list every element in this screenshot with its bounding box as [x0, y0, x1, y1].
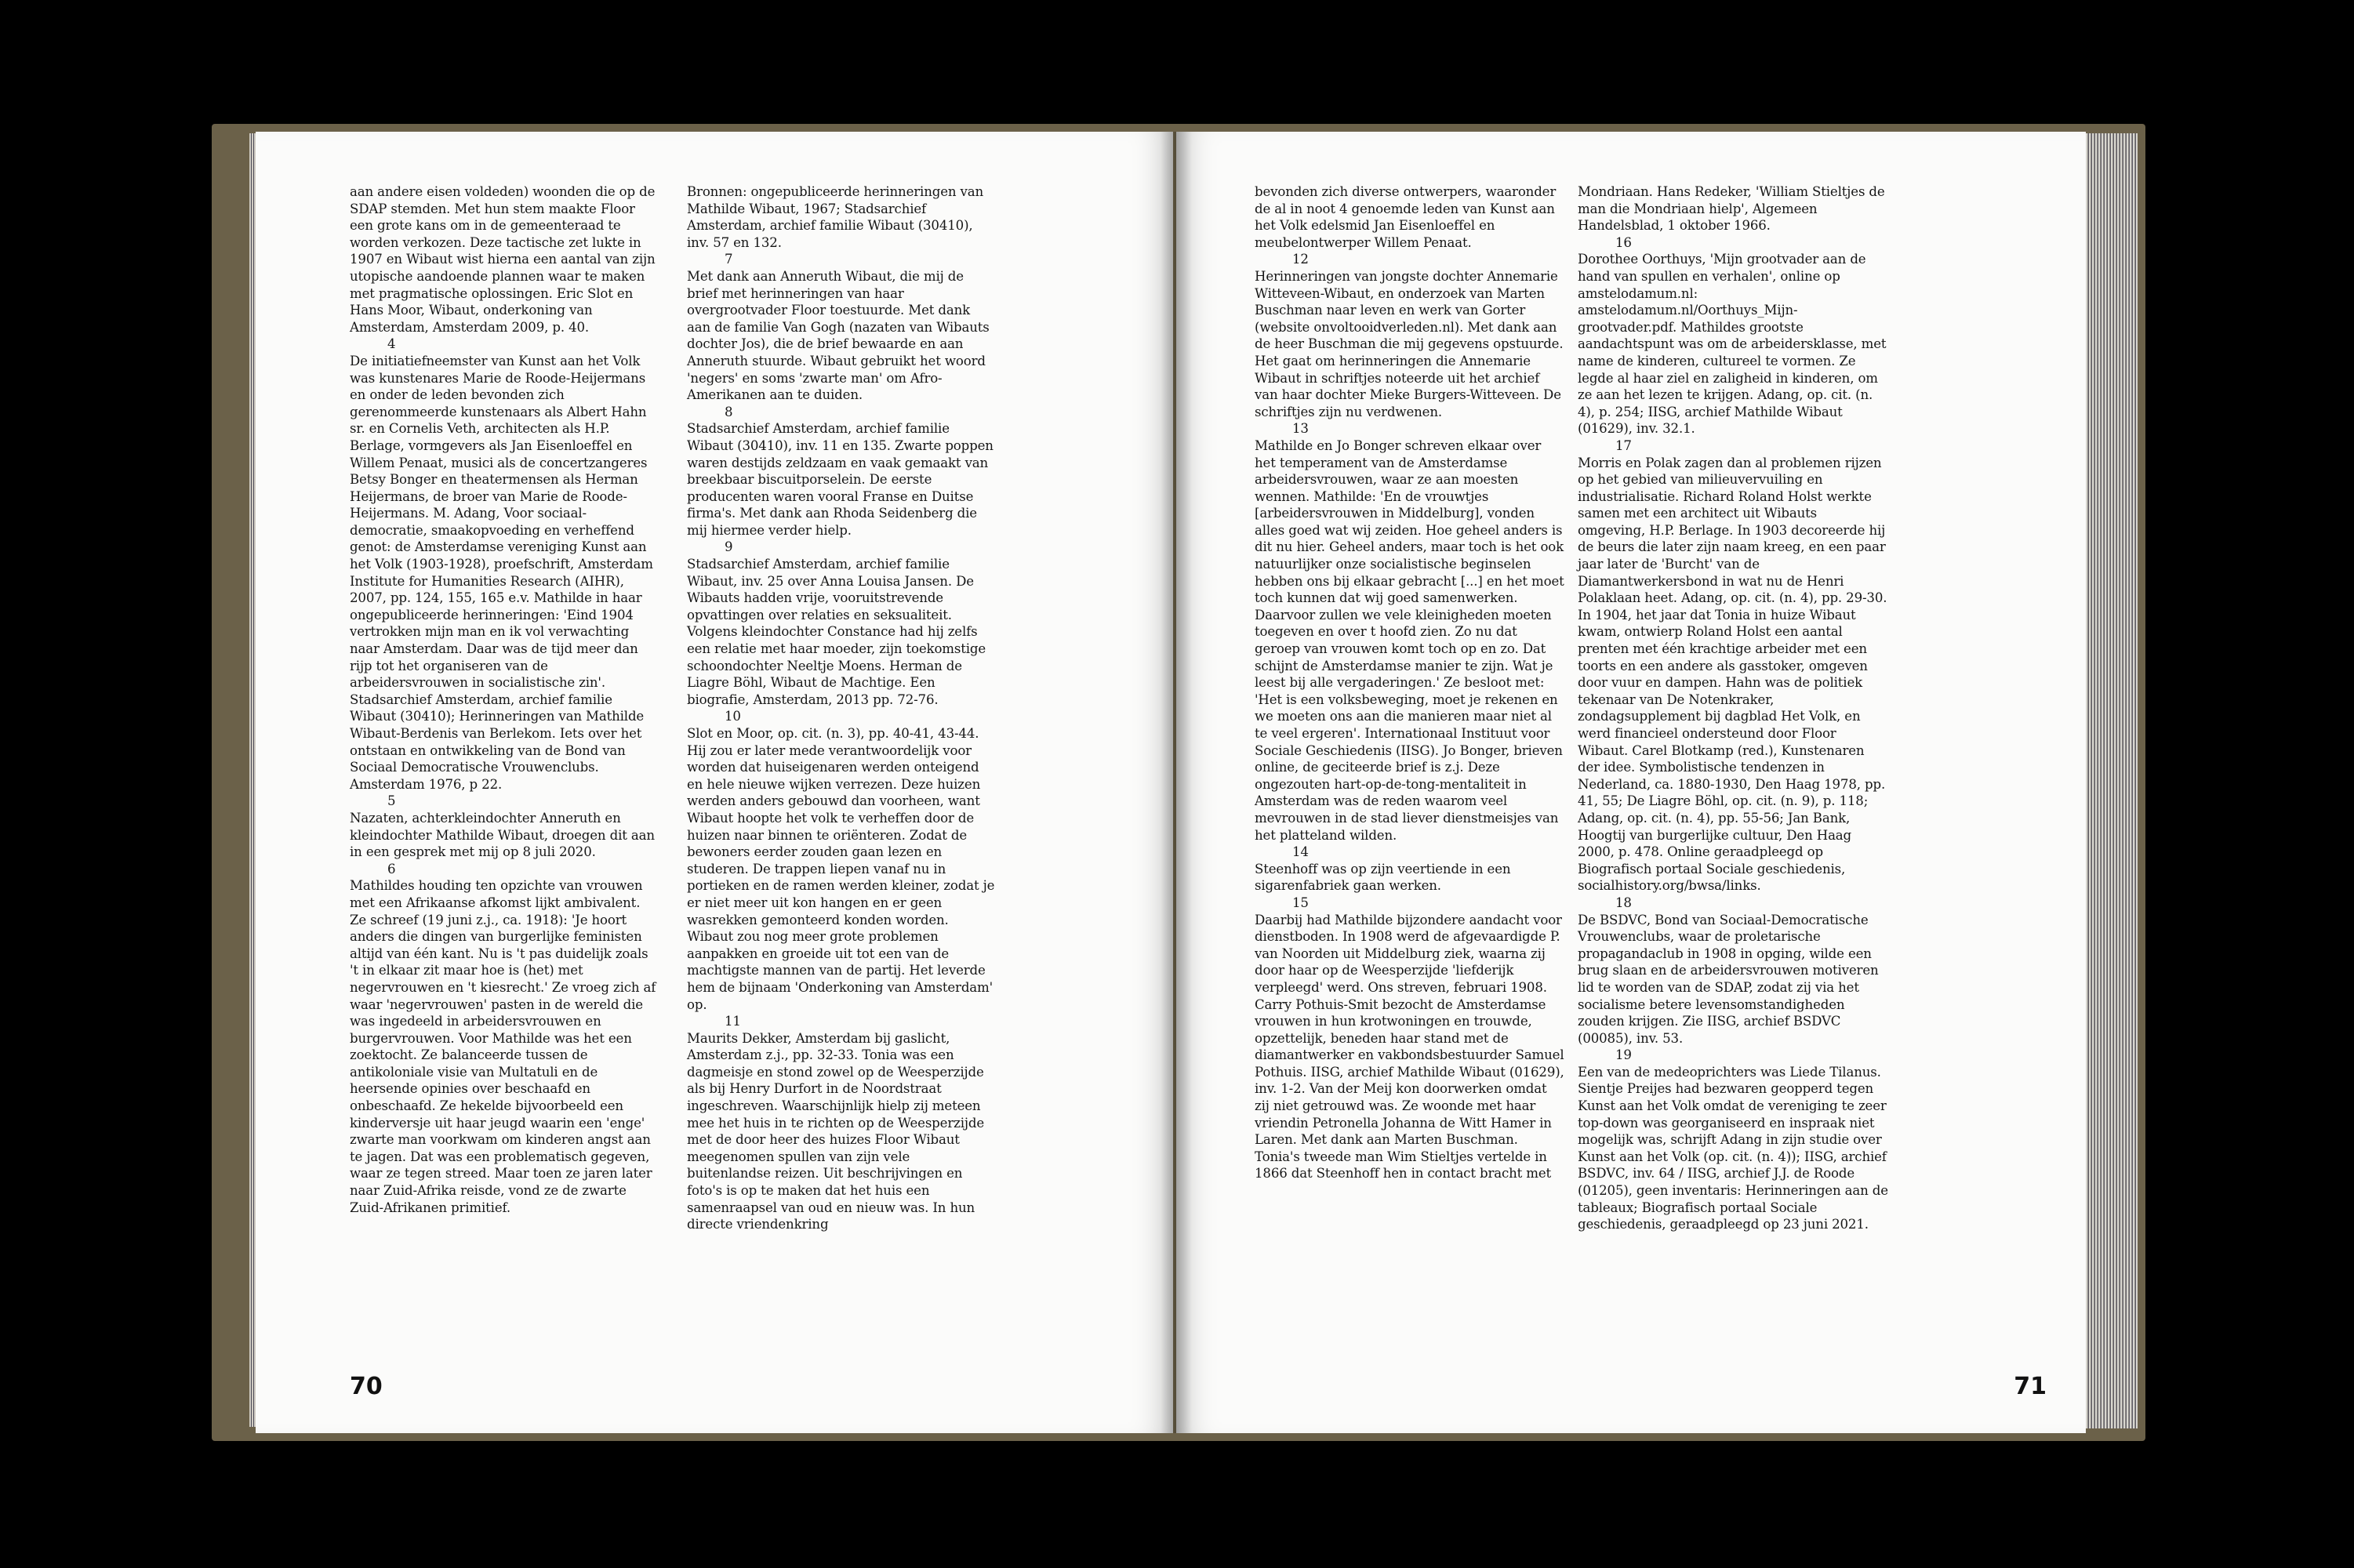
footnote-text: Mathilde en Jo Bonger schreven elkaar over het temperament van de Amsterdamse arbeidersvrouwen, waar ze aan moesten wennen. Mathilde: 'En de vrouwtjes [arbeidersvrouwen in Middelburg], vonden alles goed wat wij zeiden. Hoe geheel anders is dit nu hier. Geheel anders, maar toch is het ook natuurlijker onze socialistische beginselen hebben ons bij elkaar gebracht [...] en het moet toch kunnen dat wij goed samenwerken. Daarvoor zullen we vele kleinigheden moeten toegeven en over t hoofd zien. Zo nu dat geroep van vrouwen komt toch op en zo. Dat schijnt de Amsterdamse manier te zijn. Wat je leest bij alle vergaderingen.' Ze besloot met: 'Het is een volksbeweging, moet je rekenen en we moeten ons aan die manieren maar niet al te veel ergeren'. Internationaal Instituut voor Sociale Geschiedenis (IISG). Jo Bonger, brieven online, de geciteerde brief is z.j. Deze ongezouten hart-op-de-tong-mentaliteit in Amsterdam was de reden waarom veel mevrouwen in de stad liever dienstmeisjes van het platteland wilden.	[1255, 437, 1564, 843]
right-page-column-2	[1578, 183, 1888, 1233]
footnote-text: bevonden zich diverse ontwerpers, waaronder de al in noot 4 genoemde leden van Kunst aan het Volk edelsmid Jan Eisenloeffel en meubelontwerper Willem Penaat.	[1255, 184, 1557, 250]
footnote-text: De BSDVC, Bond van Sociaal-Democratische Vrouwenclubs, waar de proletarische propagandaclub in 1908 in opging, wilde een brug slaan en de arbeidersvrouwen motiveren lid te worden van de SDAP, zodat zij via het socialisme betere levensomstandigheden zouden krijgen. Zie IISG, archief BSDVC (00085), inv. 53.	[1578, 912, 1879, 1046]
book-gutter	[1161, 132, 1192, 1433]
footnote-text: Stadsarchief Amsterdam, archief familie Wibaut, inv. 25 over Anna Louisa Jansen. De Wibauts hadden vrije, vooruitstrevende opvattingen over relaties en seksualiteit. Volgens kleindochter Constance had hij zelfs een relatie met haar moeder, zijn toekomstige schoondochter Neeltje Moens. Herman de Liagre Böhl, Wibaut de Machtige. Een biografie, Amsterdam, 2013 pp. 72-76.	[687, 557, 986, 707]
footnote-number: 14	[1292, 844, 1309, 860]
footnote-number: 4	[387, 336, 396, 352]
footnote-text: De initiatiefneemster van Kunst aan het Volk was kunstenares Marie de Roode-Heijermans en onder de leden bevonden zich gerenommeerde kunstenaars als Albert Hahn sr. en Cornelis Veth, architecten als H.P. Berlage, vormgevers als Jan Eisenloeffel en Willem Penaat, musici als de concertzangeres Betsy Bonger en theatermensen als Herman Heijermans, de broer van Marie de Roode-Heijermans. M. Adang, Voor sociaal-democratie, smaakopvoeding en verheffend genot: de Amsterdamse vereniging Kunst aan het Volk (1903-1928), proefschrift, Amsterdam Institute for Humanities Research (AIHR), 2007, pp. 124, 155, 165 e.v. Mathilde in haar ongepubliceerde herinneringen: 'Eind 1904 vertrokken mijn man en ik vol verwachting naar Amsterdam. Daar was de tijd meer dan rijp tot het organiseren van de arbeidersvrouwen in socialistische zin'. Stadsarchief Amsterdam, archief familie Wibaut (30410); Herinneringen van Mathilde Wibaut-Berdenis van Berlekom. Iets over het ontstaan en ontwikkeling van de Bond van Sociaal Democratische Vrouwenclubs. Amsterdam 1976, p 22.	[350, 353, 653, 792]
right-page	[1176, 132, 2086, 1433]
footnote-text: Mathildes houding ten opzichte van vrouwen met een Afrikaanse afkomst lijkt ambivalent. Ze schreef (19 juni z.j., ca. 1918): 'Je hoort anders die dingen van burgerlijke feministen altijd van één kant. Nu is 't pas duidelijk zoals 't in elkaar zit maar hoe is (het) met negervrouwen en 't kiesrecht.' Ze vroeg zich af waar 'negervrouwen' pasten in de wereld die was ingedeeld in arbeidersvrouwen en burgervrouwen. Voor Mathilde was het een zoektocht. Ze balanceerde tussen de antikoloniale visie van Multatuli en de heersende opinies over beschaafd en onbeschaafd. Ze hekelde bijvoorbeeld een kinderversje uit haar jeugd waarin een 'enge' zwarte man voorkwam om kinderen angst aan te jagen. Dat was een problematisch gegeven, waar ze tegen streed. Maar toen ze jaren later naar Zuid-Afrika reisde, vond ze de zwarte Zuid-Afrikanen primitief.	[350, 878, 656, 1215]
footnote-text: Dorothee Oorthuys, 'Mijn grootvader aan de hand van spullen en verhalen', online op amstelodamum.nl: amstelodamum.nl/Oorthuys_Mijn-grootvader.pdf. Mathildes grootste aandachtspunt was om de arbeidersklasse, met name de kinderen, cultureel te vormen. Ze legde al haar ziel en zaligheid in kinderen, om ze aan het lezen te krijgen. Adang, op. cit. (n. 4), p. 254; IISG, archief Mathilde Wibaut (01629), inv. 32.1.	[1578, 252, 1887, 437]
footnote-number: 8	[725, 404, 733, 419]
footnote-number: 10	[725, 709, 741, 724]
right-page-column-1	[1255, 183, 1565, 1182]
footnote-text: Maurits Dekker, Amsterdam bij gaslicht, Amsterdam z.j., pp. 32-33. Tonia was een dagmeisje en stond zowel op de Weesperzijde als bij Henry Durfort in de Noordstraat ingeschreven. Waarschijnlijk hielp zij meteen mee het huis in te richten op de Weesperzijde met de door heer des huizes Floor Wibaut meegenomen spullen van zijn vele buitenlandse reizen. Uit beschrijvingen en foto's is op te maken dat het huis een samenraapsel van oud en nieuw was. In hun directe vriendenkring	[687, 1030, 984, 1232]
left-page-column-2	[687, 183, 997, 1233]
footnote-number: 16	[1615, 234, 1632, 250]
left-page	[256, 132, 1173, 1433]
footnote-text: Morris en Polak zagen dan al problemen rijzen op het gebied van milieuvervuiling en industrialisatie. Richard Roland Holst werkte samen met een architect uit Wibauts omgeving, H.P. Berlage. In 1903 decoreerde hij de beurs die later zijn naam kreeg, en een paar jaar later de 'Burcht' van de Diamantwerkersbond in wat nu de Henri Polaklaan heet. Adang, op. cit. (n. 4), pp. 29-30. In 1904, het jaar dat Tonia in huize Wibaut kwam, ontwierp Roland Holst een aantal prenten met één krachtige arbeider met een toorts en een andere als gasstoker, omgeven door vuur en dampen. Hahn was de politiek tekenaar van De Notenkraker, zondagsupplement bij dagblad Het Volk, en werd financieel ondersteund door Floor Wibaut. Carel Blotkamp (red.), Kunstenaren der idee. Symbolistische tendenzen in Nederland, ca. 1880-1930, Den Haag 1978, pp. 41, 55; De Liagre Böhl, op. cit. (n. 9), p. 118; Adang, op. cit. (n. 4), pp. 55-56; Jan Bank, Hoogtij van burgerlijke cultuur, Den Haag 2000, p. 478. Online geraadpleegd op Biografisch portaal Sociale geschiedenis, socialhistory.org/bwsa/links.	[1578, 455, 1887, 894]
footnote-text: Daarbij had Mathilde bijzondere aandacht voor dienstboden. In 1908 werd de afgevaardigde P. van Noorden uit Middelburg ziek, waarna zij door haar op de Weesperzijde 'liefderijk verpleegd' werd. Ons streven, februari 1908. Carry Pothuis-Smit bezocht de Amsterdamse vrouwen in hun krotwoningen en trouwde, opzettelijk, beneden haar stand met de diamantwerker en vakbondsbestuurder Samuel Pothuis. IISG, archief Mathilde Wibaut (01629), inv. 1-2. Van der Meij kon doorwerken omdat zij niet getrouwd was. Ze woonde met haar vriendin Petronella Johanna de Witt Hamer in Laren. Met dank aan Marten Buschman. Tonia's tweede man Wim Stieltjes vertelde in 1866 dat Steenhoff hen in contact bracht met	[1255, 912, 1564, 1181]
footnote-number: 15	[1292, 895, 1309, 910]
footnote-text: Mondriaan. Hans Redeker, 'William Stieltjes de man die Mondriaan hielp', Algemeen Handelsblad, 1 oktober 1966.	[1578, 184, 1885, 234]
footnote-number: 17	[1615, 437, 1632, 453]
footnote-number: 18	[1615, 895, 1632, 910]
page-number-left: 70	[350, 1373, 383, 1400]
footnote-number: 6	[387, 861, 396, 877]
footnote-text: Met dank aan Anneruth Wibaut, die mij de brief met herinneringen van haar overgrootvader Floor toestuurde. Met dank aan de familie Van Gogh (nazaten van Wibauts dochter Jos), die de brief bewaarde en aan Anneruth stuurde. Wibaut gebruikt het woord 'negers' en soms 'zwarte man' om Afro-Amerikanen aan te duiden.	[687, 268, 990, 403]
footnote-text: Herinneringen van jongste dochter Annemarie Witteveen-Wibaut, en onderzoek van Marten Buschman naar leven en werk van Gorter (website onvoltooidverleden.nl). Met dank aan de heer Buschman die mij gegevens opstuurde. Het gaat om herinneringen die Annemarie Wibaut in schriftjes noteerde uit het archief van haar dochter Mieke Burgers-Witteveen. De schriftjes zijn nu verdwenen.	[1255, 268, 1564, 419]
left-page-column-1	[350, 183, 660, 1216]
footnote-text: Steenhoff was op zijn veertiende in een sigarenfabriek gaan werken.	[1255, 861, 1511, 894]
footnote-number: 12	[1292, 252, 1309, 267]
footnote-text: Stadsarchief Amsterdam, archief familie Wibaut (30410), inv. 11 en 135. Zwarte poppen waren destijds zeldzaam en vaak gemaakt van breekbaar biscuitporselein. De eerste producenten waren vooral Franse en Duitse firma's. Met dank aan Rhoda Seidenberg die mij hiermee verder hielp.	[687, 421, 994, 538]
footnote-text: Nazaten, achterkleindochter Anneruth en kleindochter Mathilde Wibaut, droegen dit aan in een gesprek met mij op 8 juli 2020.	[350, 810, 655, 860]
footnote-text: Een van de medeoprichters was Liede Tilanus. Sientje Preijes had bezwaren geopperd tegen Kunst aan het Volk omdat de vereniging te zeer top-down was georganiseerd en inspraak niet mogelijk was, schrijft Adang in zijn studie over Kunst aan het Volk (op. cit. (n. 4)); IISG, archief BSDVC, inv. 64 / IISG, archief J.J. de Roode (01205), geen inventaris: Herinneringen aan de tableaux; Biografisch portaal Sociale geschiedenis, geraadpleegd op 23 juni 2021.	[1578, 1064, 1888, 1232]
footnote-text: Slot en Moor, op. cit. (n. 3), pp. 40-41, 43-44. Hij zou er later mede verantwoordelijk voor worden dat huiseigenaren werden onteigend en hele nieuwe wijken verrezen. Deze huizen werden anders gebouwd dan voorheen, want Wibaut hoopte het volk te verheffen door de huizen naar binnen te oriënteren. Zodat de bewoners eerder zouden gaan lezen en studeren. De trappen liepen vanaf nu in portieken en de ramen werden kleiner, zodat je er niet meer uit kon hangen en er geen wasrekken gemonteerd konden worden. Wibaut zou nog meer grote problemen aanpakken en groeide uit tot een van de machtigste mannen van de partij. Het leverde hem de bijnaam 'Onderkoning van Amsterdam' op.	[687, 726, 995, 1012]
footnote-number: 9	[725, 539, 733, 555]
footnote-number: 11	[725, 1014, 741, 1029]
footnote-number: 5	[387, 793, 396, 809]
footnote-number: 19	[1615, 1047, 1632, 1063]
footnote-number: 13	[1292, 421, 1309, 437]
footnote-text: aan andere eisen voldeden) woonden die op de SDAP stemden. Met hun stem maakte Floor een grote kans om in de gemeenteraad te worden verkozen. Deze tactische zet lukte in 1907 en Wibaut wist hierna een aantal van zijn utopische aandoende plannen waar te maken met pragmatische oplossingen. Eric Slot en Hans Moor, Wibaut, onderkoning van Amsterdam, Amsterdam 2009, p. 40.	[350, 184, 656, 335]
page-number-right: 71	[2014, 1373, 2047, 1400]
footnote-text: Bronnen: ongepubliceerde herinneringen van Mathilde Wibaut, 1967; Stadsarchief Amsterdam, archief familie Wibaut (30410), inv. 57 en 132.	[687, 184, 984, 250]
footnote-number: 7	[725, 252, 733, 267]
right-page-edges	[2086, 133, 2138, 1428]
